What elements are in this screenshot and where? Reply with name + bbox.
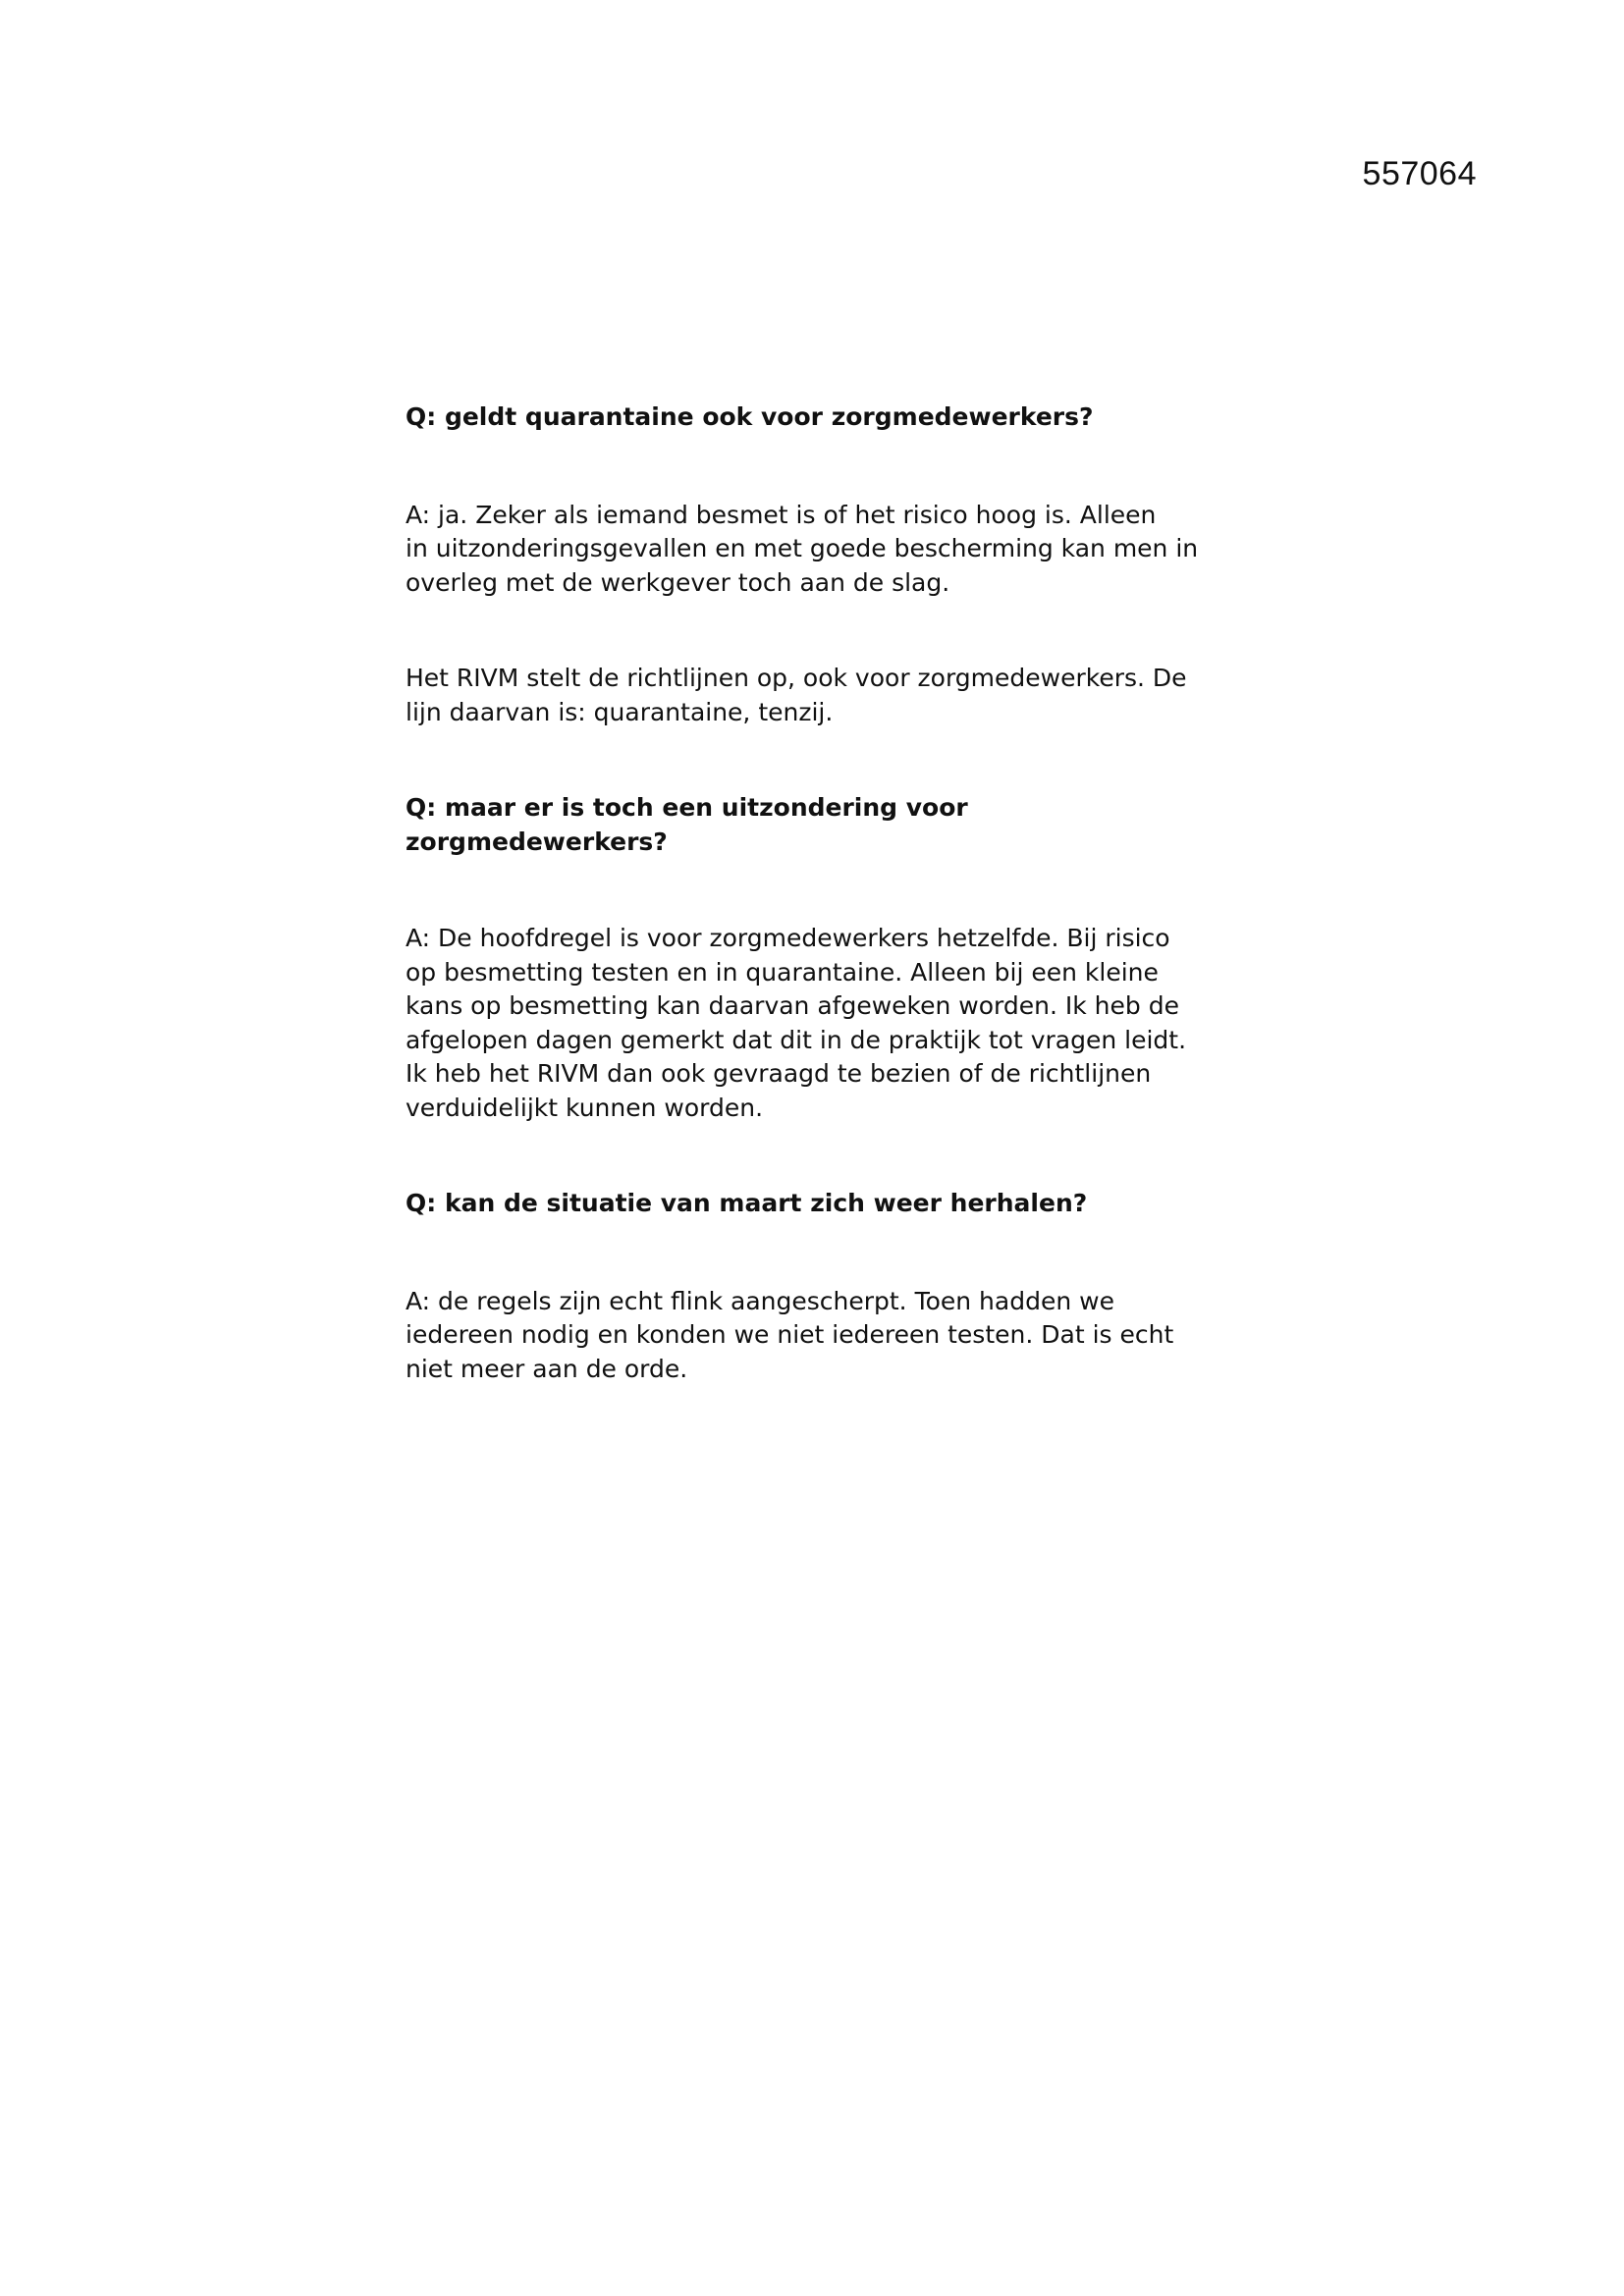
text-line: Q: maar er is toch een uitzondering voor	[406, 793, 968, 822]
text-line: Ik heb het RIVM dan ook gevraagd te bezien of de richtlijnen	[406, 1059, 1152, 1088]
text-line: A: ja. Zeker als iemand besmet is of het risico hoog is. Alleen	[406, 500, 1157, 529]
text-line: zorgmedewerkers?	[406, 827, 668, 856]
answer-regels-aangescherpt	[406, 1285, 1250, 1387]
answer-rivm-richtlijnen	[406, 662, 1250, 729]
text-line: afgelopen dagen gemerkt dat dit in de praktijk tot vragen leidt.	[406, 1025, 1187, 1054]
text-line: verduidelijkt kunnen worden.	[406, 1093, 764, 1122]
text-line: overleg met de werkgever toch aan de slag.	[406, 567, 950, 597]
text-line: A: de regels zijn echt flink aangescherpt. Toen hadden we	[406, 1286, 1114, 1315]
answer-quarantaine-zorgmedewerkers	[406, 499, 1250, 601]
text-line: A: De hoofdregel is voor zorgmedewerkers hetzelfde. Bij risico	[406, 924, 1170, 952]
text-line: Q: kan de situatie van maart zich weer herhalen?	[406, 1189, 1088, 1217]
text-line: in uitzonderingsgevallen en met goede bescherming kan men in	[406, 534, 1199, 562]
qa-content	[406, 400, 1250, 1386]
text-line: niet meer aan de orde.	[406, 1354, 688, 1383]
text-line: iedereen nodig en konden we niet iedereen testen. Dat is echt	[406, 1320, 1174, 1349]
question-situatie-maart	[406, 1187, 1250, 1221]
question-quarantaine-zorgmedewerkers	[406, 400, 1250, 435]
text-line: Het RIVM stelt de richtlijnen op, ook voor zorgmedewerkers. De	[406, 664, 1187, 692]
text-line: lijn daarvan is: quarantaine, tenzij.	[406, 697, 834, 726]
text-line: op besmetting testen en in quarantaine. Alleen bij een kleine	[406, 957, 1159, 987]
answer-hoofdregel	[406, 922, 1250, 1125]
question-uitzondering	[406, 791, 1250, 859]
text-line: Q: geldt quarantaine ook voor zorgmedewerkers?	[406, 402, 1094, 431]
text-line: kans op besmetting kan daarvan afgeweken worden. Ik heb de	[406, 991, 1179, 1020]
document-id: 557064	[1362, 155, 1477, 192]
